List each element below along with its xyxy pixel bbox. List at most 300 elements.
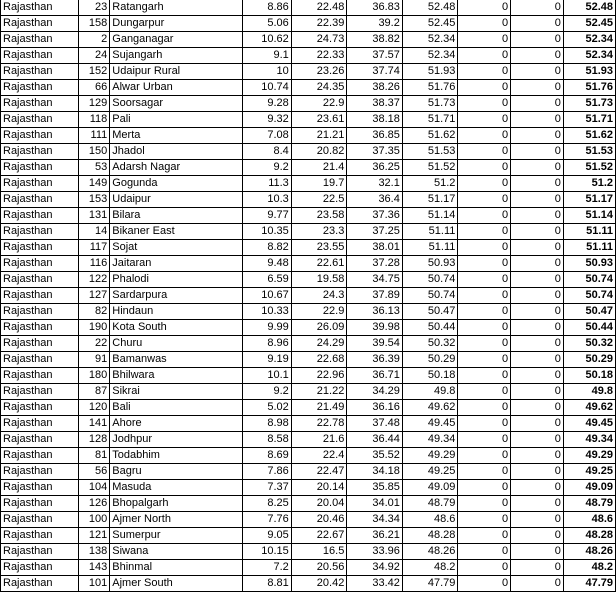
value-5-cell: 0 [458,288,511,304]
value-3-cell: 34.18 [347,464,403,480]
value-5-cell: 0 [458,576,511,592]
value-1-cell: 9.28 [243,96,292,112]
state-cell: Rajasthan [1,448,79,464]
constituency-name-cell: Bhilwara [110,368,243,384]
value-1-cell: 9.2 [243,160,292,176]
value-1-cell: 8.96 [243,336,292,352]
value-6-cell: 0 [511,0,564,16]
constituency-number-cell: 126 [78,496,110,512]
value-5-cell: 0 [458,16,511,32]
table-row [1,352,616,368]
state-cell: Rajasthan [1,544,79,560]
value-3-cell: 37.25 [347,224,403,240]
value-4-cell: 50.93 [402,256,458,272]
constituency-number-cell: 117 [78,240,110,256]
constituency-number-cell: 100 [78,512,110,528]
total-cell: 51.62 [563,128,615,144]
table-row [1,160,616,176]
constituency-name-cell: Bilara [110,208,243,224]
table-row [1,224,616,240]
value-1-cell: 8.69 [243,448,292,464]
value-2-cell: 21.4 [291,160,347,176]
value-3-cell: 37.57 [347,48,403,64]
total-cell: 50.47 [563,304,615,320]
constituency-name-cell: Bamanwas [110,352,243,368]
constituency-number-cell: 121 [78,528,110,544]
constituency-number-cell: 122 [78,272,110,288]
value-6-cell: 0 [511,224,564,240]
state-cell: Rajasthan [1,464,79,480]
table-row [1,464,616,480]
table-row [1,400,616,416]
constituency-name-cell: Soorsagar [110,96,243,112]
constituency-number-cell: 87 [78,384,110,400]
total-cell: 51.52 [563,160,615,176]
value-3-cell: 33.96 [347,544,403,560]
constituency-number-cell: 138 [78,544,110,560]
value-1-cell: 9.77 [243,208,292,224]
value-6-cell: 0 [511,256,564,272]
value-6-cell: 0 [511,64,564,80]
value-5-cell: 0 [458,400,511,416]
value-3-cell: 37.74 [347,64,403,80]
constituency-number-cell: 127 [78,288,110,304]
value-4-cell: 51.14 [402,208,458,224]
total-cell: 49.29 [563,448,615,464]
total-cell: 52.34 [563,48,615,64]
total-cell: 48.26 [563,544,615,560]
value-4-cell: 51.93 [402,64,458,80]
constituency-number-cell: 152 [78,64,110,80]
table-row [1,64,616,80]
value-4-cell: 51.71 [402,112,458,128]
value-6-cell: 0 [511,16,564,32]
value-5-cell: 0 [458,512,511,528]
value-3-cell: 34.75 [347,272,403,288]
value-1-cell: 8.86 [243,0,292,16]
value-4-cell: 51.11 [402,240,458,256]
value-4-cell: 48.6 [402,512,458,528]
value-3-cell: 36.21 [347,528,403,544]
value-4-cell: 51.62 [402,128,458,144]
constituency-number-cell: 66 [78,80,110,96]
state-cell: Rajasthan [1,160,79,176]
total-cell: 48.79 [563,496,615,512]
table-row [1,128,616,144]
table-row [1,384,616,400]
constituency-number-cell: 22 [78,336,110,352]
value-2-cell: 22.9 [291,96,347,112]
value-1-cell: 5.06 [243,16,292,32]
value-4-cell: 50.18 [402,368,458,384]
value-6-cell: 0 [511,368,564,384]
value-3-cell: 38.18 [347,112,403,128]
value-3-cell: 38.82 [347,32,403,48]
total-cell: 51.76 [563,80,615,96]
value-6-cell: 0 [511,432,564,448]
value-3-cell: 35.85 [347,480,403,496]
constituency-number-cell: 180 [78,368,110,384]
value-1-cell: 10.35 [243,224,292,240]
value-5-cell: 0 [458,528,511,544]
value-6-cell: 0 [511,336,564,352]
table-row [1,176,616,192]
value-6-cell: 0 [511,528,564,544]
state-cell: Rajasthan [1,240,79,256]
value-5-cell: 0 [458,416,511,432]
value-2-cell: 22.5 [291,192,347,208]
value-5-cell: 0 [458,160,511,176]
total-cell: 49.09 [563,480,615,496]
constituency-number-cell: 118 [78,112,110,128]
value-5-cell: 0 [458,128,511,144]
constituency-name-cell: Ganganagar [110,32,243,48]
value-3-cell: 36.4 [347,192,403,208]
total-cell: 51.93 [563,64,615,80]
value-2-cell: 22.96 [291,368,347,384]
value-5-cell: 0 [458,448,511,464]
state-cell: Rajasthan [1,528,79,544]
value-5-cell: 0 [458,192,511,208]
constituency-name-cell: Alwar Urban [110,80,243,96]
table-row [1,256,616,272]
value-6-cell: 0 [511,240,564,256]
value-2-cell: 20.42 [291,576,347,592]
value-1-cell: 9.99 [243,320,292,336]
value-2-cell: 22.68 [291,352,347,368]
value-2-cell: 24.29 [291,336,347,352]
table-row [1,512,616,528]
value-3-cell: 34.01 [347,496,403,512]
total-cell: 49.62 [563,400,615,416]
state-cell: Rajasthan [1,320,79,336]
value-1-cell: 7.37 [243,480,292,496]
value-4-cell: 50.47 [402,304,458,320]
table-row [1,304,616,320]
value-3-cell: 34.29 [347,384,403,400]
table-row [1,496,616,512]
value-6-cell: 0 [511,208,564,224]
value-3-cell: 39.54 [347,336,403,352]
state-cell: Rajasthan [1,64,79,80]
value-5-cell: 0 [458,272,511,288]
value-4-cell: 52.34 [402,32,458,48]
value-4-cell: 47.79 [402,576,458,592]
value-3-cell: 32.1 [347,176,403,192]
value-4-cell: 51.11 [402,224,458,240]
total-cell: 51.2 [563,176,615,192]
constituency-name-cell: Gogunda [110,176,243,192]
value-6-cell: 0 [511,96,564,112]
state-cell: Rajasthan [1,272,79,288]
value-2-cell: 21.21 [291,128,347,144]
state-cell: Rajasthan [1,224,79,240]
value-3-cell: 38.26 [347,80,403,96]
total-cell: 52.34 [563,32,615,48]
constituency-number-cell: 82 [78,304,110,320]
value-1-cell: 7.86 [243,464,292,480]
table-row [1,208,616,224]
constituency-number-cell: 128 [78,432,110,448]
state-cell: Rajasthan [1,432,79,448]
constituency-name-cell: Sikrai [110,384,243,400]
total-cell: 47.79 [563,576,615,592]
value-4-cell: 48.28 [402,528,458,544]
state-cell: Rajasthan [1,96,79,112]
total-cell: 48.28 [563,528,615,544]
value-3-cell: 38.01 [347,240,403,256]
value-1-cell: 10.67 [243,288,292,304]
value-6-cell: 0 [511,160,564,176]
constituency-number-cell: 120 [78,400,110,416]
value-6-cell: 0 [511,512,564,528]
table-row [1,320,616,336]
value-4-cell: 50.32 [402,336,458,352]
constituency-name-cell: Phalodi [110,272,243,288]
value-3-cell: 39.98 [347,320,403,336]
state-cell: Rajasthan [1,480,79,496]
total-cell: 50.18 [563,368,615,384]
constituency-name-cell: Todabhim [110,448,243,464]
value-4-cell: 51.52 [402,160,458,176]
constituency-number-cell: 143 [78,560,110,576]
table-row [1,528,616,544]
value-2-cell: 22.67 [291,528,347,544]
constituency-name-cell: Dungarpur [110,16,243,32]
value-6-cell: 0 [511,288,564,304]
value-2-cell: 22.4 [291,448,347,464]
value-3-cell: 35.52 [347,448,403,464]
value-3-cell: 37.28 [347,256,403,272]
value-6-cell: 0 [511,352,564,368]
value-2-cell: 23.58 [291,208,347,224]
constituency-name-cell: Ajmer South [110,576,243,592]
value-2-cell: 23.26 [291,64,347,80]
value-1-cell: 10.3 [243,192,292,208]
constituency-number-cell: 141 [78,416,110,432]
constituency-number-cell: 91 [78,352,110,368]
state-cell: Rajasthan [1,336,79,352]
value-5-cell: 0 [458,144,511,160]
state-cell: Rajasthan [1,112,79,128]
value-4-cell: 50.74 [402,272,458,288]
value-2-cell: 22.78 [291,416,347,432]
constituency-number-cell: 190 [78,320,110,336]
value-4-cell: 50.29 [402,352,458,368]
constituency-number-cell: 23 [78,0,110,16]
value-1-cell: 8.25 [243,496,292,512]
value-1-cell: 7.2 [243,560,292,576]
value-4-cell: 52.34 [402,48,458,64]
value-4-cell: 50.44 [402,320,458,336]
value-4-cell: 51.2 [402,176,458,192]
value-2-cell: 16.5 [291,544,347,560]
value-1-cell: 10.74 [243,80,292,96]
state-cell: Rajasthan [1,304,79,320]
value-6-cell: 0 [511,48,564,64]
value-1-cell: 9.05 [243,528,292,544]
total-cell: 49.8 [563,384,615,400]
value-2-cell: 24.3 [291,288,347,304]
value-5-cell: 0 [458,96,511,112]
constituency-name-cell: Ahore [110,416,243,432]
value-3-cell: 36.25 [347,160,403,176]
constituency-number-cell: 149 [78,176,110,192]
total-cell: 51.14 [563,208,615,224]
constituency-number-cell: 81 [78,448,110,464]
constituency-name-cell: Ratangarh [110,0,243,16]
value-4-cell: 48.79 [402,496,458,512]
constituency-number-cell: 150 [78,144,110,160]
table-row [1,272,616,288]
table-row [1,576,616,592]
constituency-name-cell: Jodhpur [110,432,243,448]
value-2-cell: 22.33 [291,48,347,64]
value-1-cell: 9.32 [243,112,292,128]
constituency-number-cell: 101 [78,576,110,592]
value-4-cell: 49.25 [402,464,458,480]
table-row [1,288,616,304]
value-5-cell: 0 [458,352,511,368]
state-cell: Rajasthan [1,256,79,272]
value-2-cell: 22.61 [291,256,347,272]
total-cell: 50.74 [563,272,615,288]
constituency-number-cell: 56 [78,464,110,480]
value-3-cell: 37.48 [347,416,403,432]
value-1-cell: 10 [243,64,292,80]
table-row [1,480,616,496]
value-3-cell: 39.2 [347,16,403,32]
value-6-cell: 0 [511,400,564,416]
constituency-name-cell: Kota South [110,320,243,336]
value-5-cell: 0 [458,320,511,336]
value-3-cell: 36.13 [347,304,403,320]
value-2-cell: 22.47 [291,464,347,480]
value-5-cell: 0 [458,112,511,128]
table-row [1,336,616,352]
value-5-cell: 0 [458,0,511,16]
total-cell: 51.71 [563,112,615,128]
total-cell: 48.6 [563,512,615,528]
constituency-name-cell: Bali [110,400,243,416]
value-4-cell: 49.45 [402,416,458,432]
value-1-cell: 10.1 [243,368,292,384]
value-3-cell: 38.37 [347,96,403,112]
constituency-number-cell: 131 [78,208,110,224]
value-1-cell: 10.62 [243,32,292,48]
value-5-cell: 0 [458,384,511,400]
value-4-cell: 49.62 [402,400,458,416]
total-cell: 51.17 [563,192,615,208]
value-2-cell: 21.6 [291,432,347,448]
state-cell: Rajasthan [1,384,79,400]
total-cell: 49.45 [563,416,615,432]
total-cell: 51.73 [563,96,615,112]
value-3-cell: 34.34 [347,512,403,528]
state-cell: Rajasthan [1,576,79,592]
value-4-cell: 49.09 [402,480,458,496]
value-6-cell: 0 [511,448,564,464]
value-2-cell: 22.48 [291,0,347,16]
constituency-number-cell: 129 [78,96,110,112]
value-5-cell: 0 [458,544,511,560]
constituency-name-cell: Udaipur Rural [110,64,243,80]
state-cell: Rajasthan [1,80,79,96]
constituency-number-cell: 2 [78,32,110,48]
value-6-cell: 0 [511,416,564,432]
value-5-cell: 0 [458,560,511,576]
table-row [1,432,616,448]
constituency-name-cell: Sojat [110,240,243,256]
state-cell: Rajasthan [1,144,79,160]
state-cell: Rajasthan [1,496,79,512]
state-cell: Rajasthan [1,208,79,224]
value-3-cell: 36.39 [347,352,403,368]
value-5-cell: 0 [458,368,511,384]
table-row [1,32,616,48]
constituency-name-cell: Bikaner East [110,224,243,240]
value-5-cell: 0 [458,336,511,352]
value-3-cell: 37.89 [347,288,403,304]
table-row [1,96,616,112]
value-1-cell: 10.15 [243,544,292,560]
total-cell: 49.34 [563,432,615,448]
value-6-cell: 0 [511,480,564,496]
value-3-cell: 33.42 [347,576,403,592]
value-2-cell: 22.9 [291,304,347,320]
constituency-name-cell: Udaipur [110,192,243,208]
value-6-cell: 0 [511,128,564,144]
constituency-name-cell: Bhinmal [110,560,243,576]
table-row [1,240,616,256]
constituency-number-cell: 111 [78,128,110,144]
state-cell: Rajasthan [1,416,79,432]
state-cell: Rajasthan [1,400,79,416]
value-6-cell: 0 [511,496,564,512]
table-row [1,544,616,560]
value-5-cell: 0 [458,176,511,192]
state-cell: Rajasthan [1,48,79,64]
table-row [1,416,616,432]
value-1-cell: 5.02 [243,400,292,416]
constituency-name-cell: Jaitaran [110,256,243,272]
value-2-cell: 21.22 [291,384,347,400]
constituency-name-cell: Sardarpura [110,288,243,304]
value-2-cell: 19.7 [291,176,347,192]
state-cell: Rajasthan [1,0,79,16]
state-cell: Rajasthan [1,368,79,384]
value-2-cell: 20.46 [291,512,347,528]
constituency-number-cell: 24 [78,48,110,64]
state-cell: Rajasthan [1,288,79,304]
value-5-cell: 0 [458,224,511,240]
value-4-cell: 51.73 [402,96,458,112]
table-row [1,368,616,384]
value-2-cell: 26.09 [291,320,347,336]
value-3-cell: 36.85 [347,128,403,144]
constituency-name-cell: Bhopalgarh [110,496,243,512]
constituency-number-cell: 158 [78,16,110,32]
value-6-cell: 0 [511,560,564,576]
constituency-name-cell: Sumerpur [110,528,243,544]
total-cell: 50.74 [563,288,615,304]
value-3-cell: 36.71 [347,368,403,384]
value-2-cell: 23.3 [291,224,347,240]
value-2-cell: 20.14 [291,480,347,496]
value-1-cell: 8.82 [243,240,292,256]
total-cell: 51.11 [563,224,615,240]
constituency-name-cell: Bagru [110,464,243,480]
